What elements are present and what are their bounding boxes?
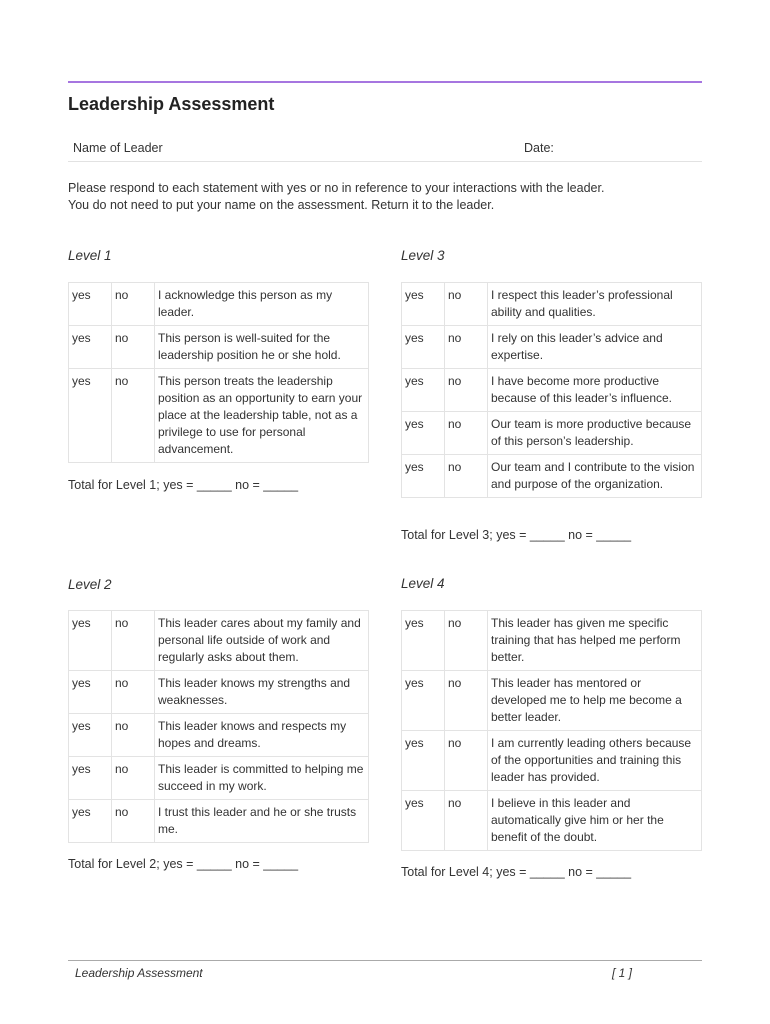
- footer-title: Leadership Assessment: [75, 966, 203, 980]
- table-row: [69, 611, 369, 671]
- statement-text: Our team is more productive because of this person’s leadership.: [488, 412, 702, 455]
- yes-option[interactable]: yes: [69, 757, 112, 800]
- no-option[interactable]: no: [112, 757, 155, 800]
- table-row: [402, 791, 702, 851]
- table-row: [402, 326, 702, 369]
- instructions: [68, 180, 708, 214]
- statement-text: I respect this leader’s professional ability and qualities.: [488, 283, 702, 326]
- no-option[interactable]: no: [445, 369, 488, 412]
- yes-option[interactable]: yes: [69, 326, 112, 369]
- statement-text: I trust this leader and he or she trusts me.: [155, 800, 369, 843]
- table-row: [69, 283, 369, 326]
- statement-text: This leader knows my strengths and weaknesses.: [155, 671, 369, 714]
- level-4-table: [401, 610, 702, 851]
- statement-text: I rely on this leader’s advice and expertise.: [488, 326, 702, 369]
- yes-option[interactable]: yes: [69, 714, 112, 757]
- page-title: Leadership Assessment: [68, 94, 275, 114]
- table-row: [69, 800, 369, 843]
- no-option[interactable]: no: [445, 326, 488, 369]
- table-row: [69, 714, 369, 757]
- level-2-total: Total for Level 2; yes = _____ no = _____: [68, 857, 299, 871]
- instruction-line: You do not need to put your name on the assessment. Return it to the leader.: [68, 198, 495, 212]
- yes-option[interactable]: yes: [69, 283, 112, 326]
- level-2-table: [68, 610, 369, 843]
- instruction-line: Please respond to each statement with yes or no in reference to your interactions with the leader.: [68, 181, 605, 195]
- name-of-leader-label: Name of Leader: [73, 141, 163, 155]
- yes-option[interactable]: yes: [402, 731, 445, 791]
- no-option[interactable]: no: [112, 611, 155, 671]
- no-option[interactable]: no: [112, 326, 155, 369]
- statement-text: This leader is committed to helping me succeed in my work.: [155, 757, 369, 800]
- level-4-heading: Level 4: [401, 576, 445, 591]
- level-3-total: Total for Level 3; yes = _____ no = _____: [401, 528, 632, 542]
- statement-text: This person is well-suited for the leadership position he or she hold.: [155, 326, 369, 369]
- level-3-table: [401, 282, 702, 498]
- yes-option[interactable]: yes: [402, 791, 445, 851]
- statement-text: This leader cares about my family and personal life outside of work and regularly asks about them.: [155, 611, 369, 671]
- footer-rule: [68, 960, 702, 961]
- name-date-rule: [68, 161, 702, 162]
- table-row: [402, 611, 702, 671]
- level-4-total: Total for Level 4; yes = _____ no = _____: [401, 865, 632, 879]
- statement-text: I acknowledge this person as my leader.: [155, 283, 369, 326]
- yes-option[interactable]: yes: [69, 369, 112, 463]
- yes-option[interactable]: yes: [402, 671, 445, 731]
- no-option[interactable]: no: [445, 455, 488, 498]
- statement-text: This leader knows and respects my hopes and dreams.: [155, 714, 369, 757]
- page-number: [ 1 ]: [612, 966, 633, 980]
- header-rule: [68, 81, 702, 83]
- no-option[interactable]: no: [445, 611, 488, 671]
- table-row: [402, 455, 702, 498]
- yes-option[interactable]: yes: [402, 283, 445, 326]
- yes-option[interactable]: yes: [69, 800, 112, 843]
- table-row: [69, 369, 369, 463]
- no-option[interactable]: no: [445, 412, 488, 455]
- table-row: [402, 412, 702, 455]
- no-option[interactable]: no: [445, 791, 488, 851]
- level-1-heading: Level 1: [68, 248, 112, 263]
- yes-option[interactable]: yes: [402, 369, 445, 412]
- level-2-heading: Level 2: [68, 577, 112, 592]
- yes-option[interactable]: yes: [69, 671, 112, 714]
- table-row: [69, 671, 369, 714]
- no-option[interactable]: no: [112, 369, 155, 463]
- table-row: [402, 283, 702, 326]
- level-1-table: [68, 282, 369, 463]
- statement-text: I believe in this leader and automatically give him or her the benefit of the doubt.: [488, 791, 702, 851]
- table-row: [402, 671, 702, 731]
- no-option[interactable]: no: [112, 283, 155, 326]
- yes-option[interactable]: yes: [402, 326, 445, 369]
- table-row: [402, 369, 702, 412]
- no-option[interactable]: no: [445, 671, 488, 731]
- no-option[interactable]: no: [112, 714, 155, 757]
- no-option[interactable]: no: [445, 731, 488, 791]
- no-option[interactable]: no: [445, 283, 488, 326]
- no-option[interactable]: no: [112, 800, 155, 843]
- yes-option[interactable]: yes: [402, 412, 445, 455]
- statement-text: This person treats the leadership position as an opportunity to earn your place at the leadership table, not as a privilege to use for personal advancement.: [155, 369, 369, 463]
- statement-text: Our team and I contribute to the vision and purpose of the organization.: [488, 455, 702, 498]
- no-option[interactable]: no: [112, 671, 155, 714]
- yes-option[interactable]: yes: [402, 455, 445, 498]
- statement-text: I am currently leading others because of the opportunities and training this leader has provided.: [488, 731, 702, 791]
- level-1-total: Total for Level 1; yes = _____ no = _____: [68, 478, 299, 492]
- table-row: [402, 731, 702, 791]
- yes-option[interactable]: yes: [69, 611, 112, 671]
- statement-text: This leader has given me specific training that has helped me perform better.: [488, 611, 702, 671]
- table-row: [69, 326, 369, 369]
- statement-text: This leader has mentored or developed me to help me become a better leader.: [488, 671, 702, 731]
- date-label: Date:: [524, 141, 554, 155]
- yes-option[interactable]: yes: [402, 611, 445, 671]
- table-row: [69, 757, 369, 800]
- statement-text: I have become more productive because of this leader’s influence.: [488, 369, 702, 412]
- level-3-heading: Level 3: [401, 248, 445, 263]
